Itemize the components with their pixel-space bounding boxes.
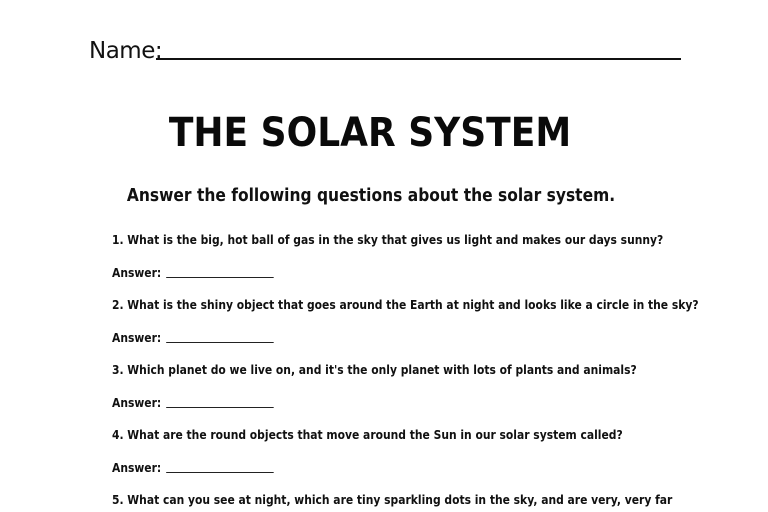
answer-blank-3[interactable] bbox=[166, 407, 273, 408]
worksheet-title: THE SOLAR SYSTEM bbox=[168, 110, 572, 156]
question-3: 3. Which planet do we live on, and it's the only planet with lots of plants and animals? bbox=[112, 362, 637, 377]
answer-blank-4[interactable] bbox=[166, 472, 273, 473]
question-2: 2. What is the shiny object that goes around the Earth at night and looks like a circle in the sky? bbox=[112, 297, 699, 312]
answer-row-2 bbox=[112, 330, 274, 345]
answer-label: Answer: bbox=[112, 460, 162, 475]
answer-row-3 bbox=[112, 395, 274, 410]
question-1: 1. What is the big, hot ball of gas in the sky that gives us light and makes our days sunny? bbox=[112, 232, 664, 247]
name-row bbox=[89, 36, 684, 70]
worksheet-instructions: Answer the following questions about the solar system. bbox=[126, 185, 616, 206]
answer-blank-2[interactable] bbox=[166, 342, 273, 343]
question-5: 5. What can you see at night, which are tiny sparkling dots in the sky, and are very, very far bbox=[112, 492, 673, 507]
name-label: Name: bbox=[89, 38, 163, 64]
name-write-line[interactable] bbox=[156, 58, 681, 60]
answer-row-4 bbox=[112, 460, 274, 475]
answer-label: Answer: bbox=[112, 265, 162, 280]
answer-row-1 bbox=[112, 265, 274, 280]
answer-blank-1[interactable] bbox=[166, 277, 273, 278]
question-4: 4. What are the round objects that move around the Sun in our solar system called? bbox=[112, 427, 623, 442]
answer-label: Answer: bbox=[112, 395, 162, 410]
answer-label: Answer: bbox=[112, 330, 162, 345]
